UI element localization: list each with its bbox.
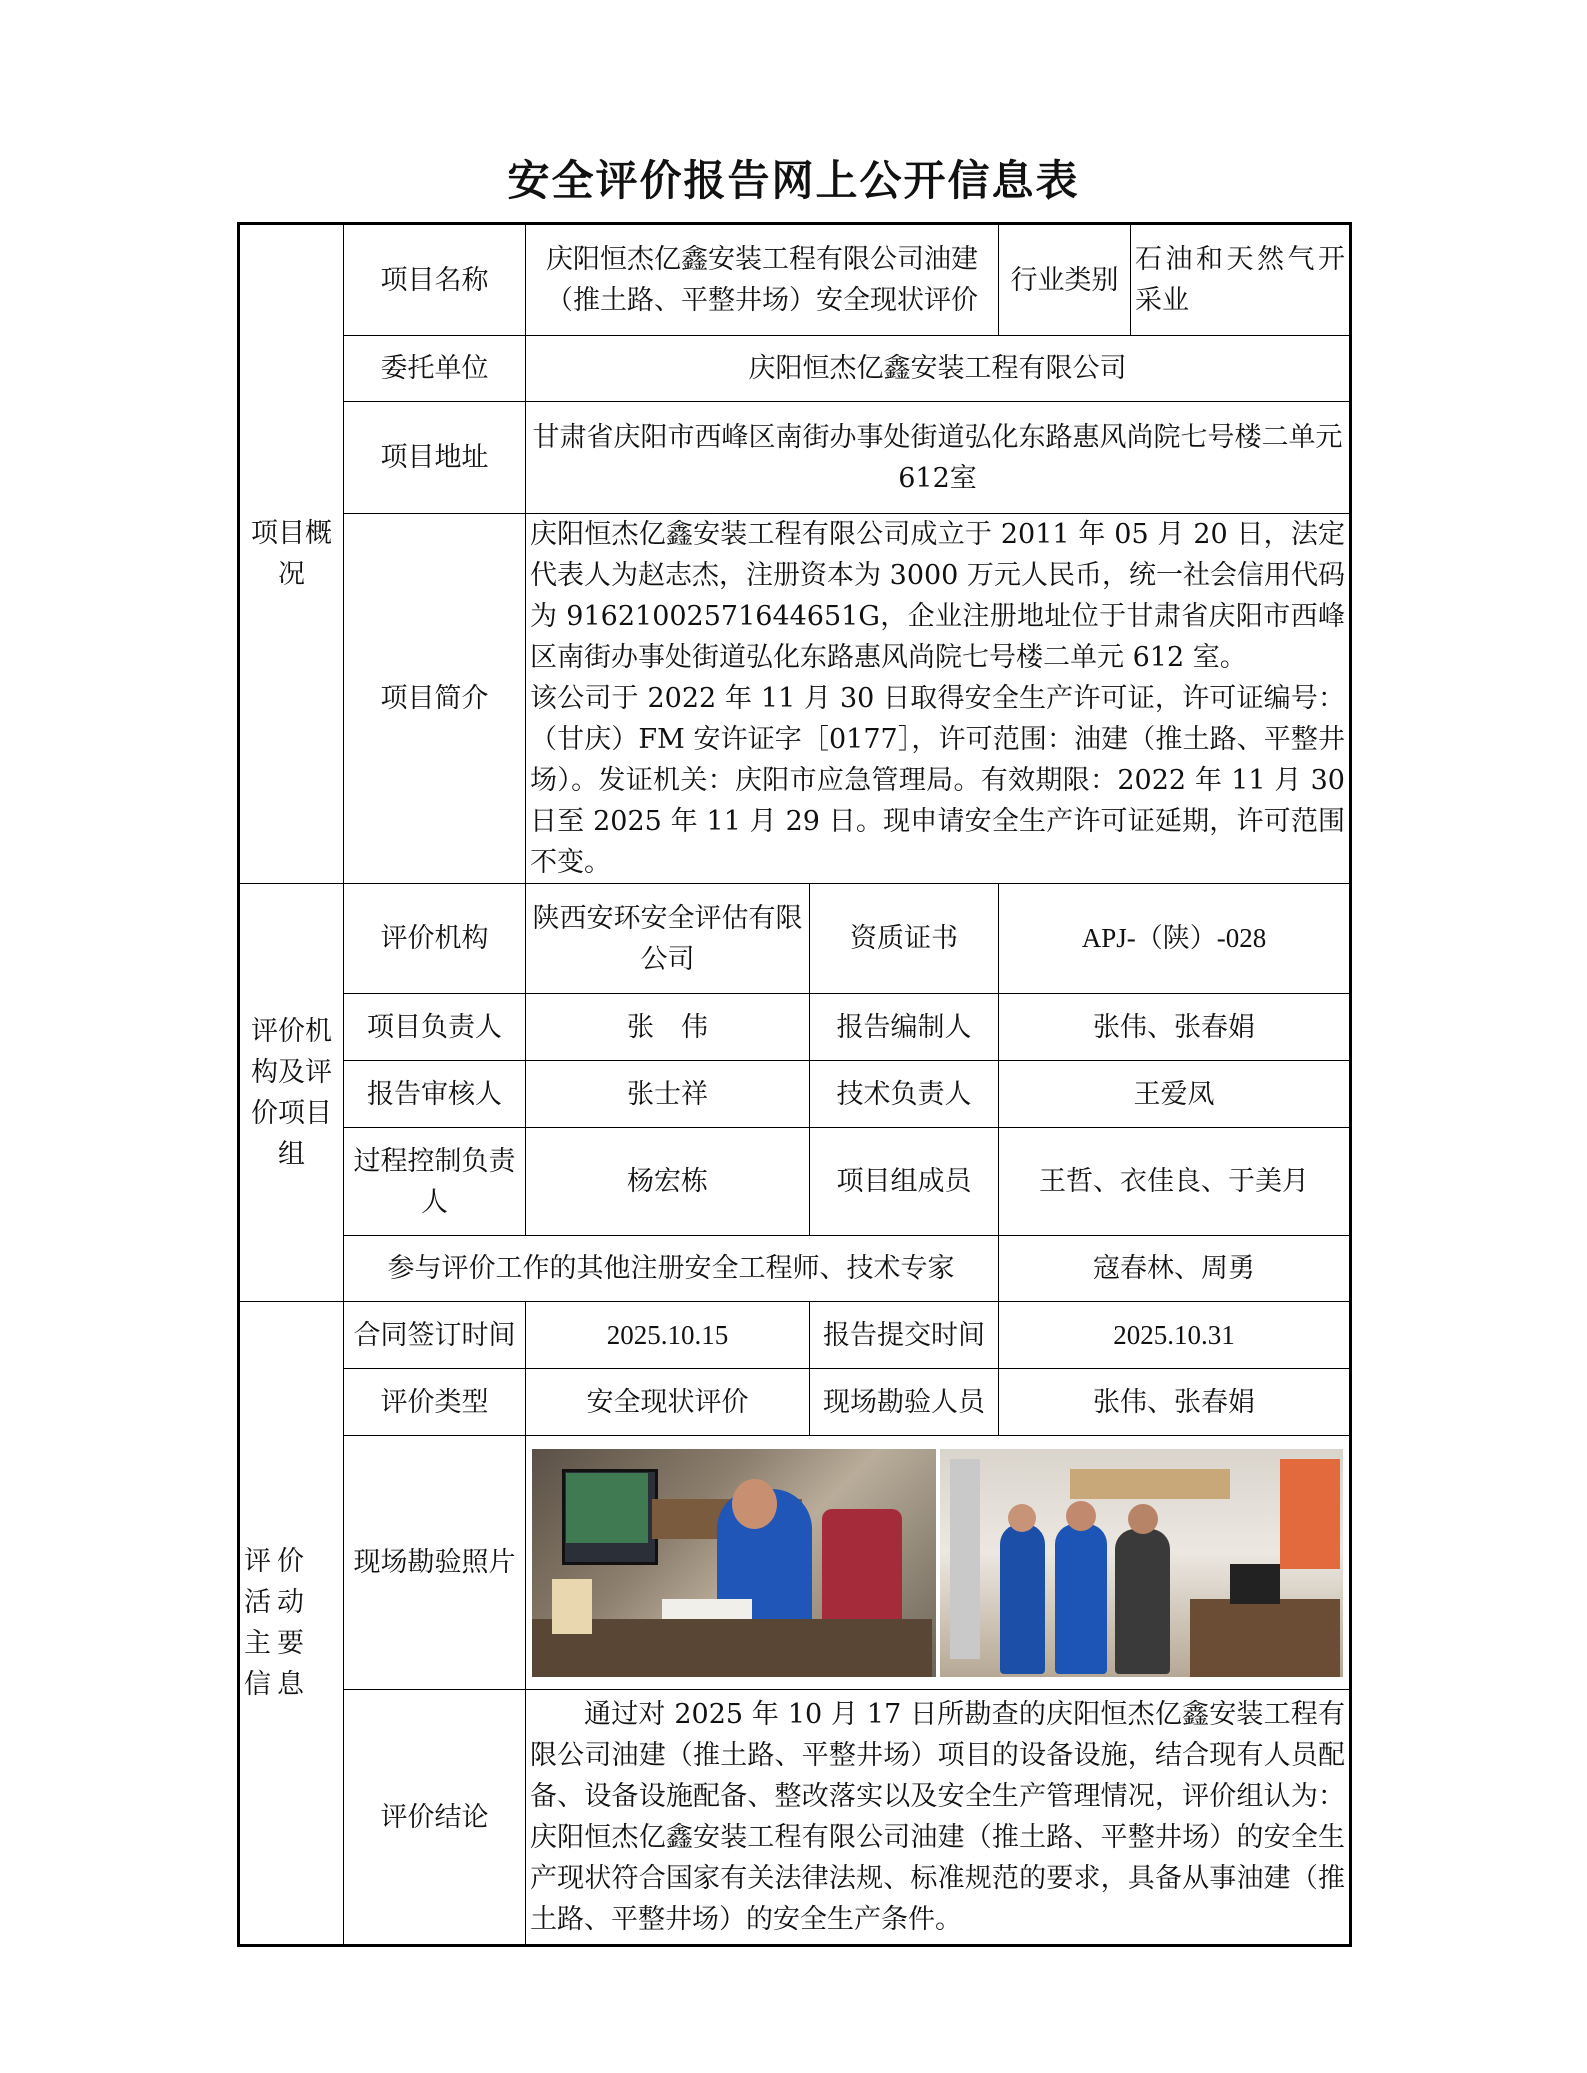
cert-label: 资质证书 xyxy=(810,884,999,994)
lead-label: 项目负责人 xyxy=(344,994,526,1061)
summary-paragraph-1: 庆阳恒杰亿鑫安装工程有限公司成立于 2011 年 05 月 20 日，法定代表人为赵志杰，注册资本为 3000 万元人民币，统一社会信用代码为 91621002571644651G，企业注册地址位于甘肃省庆阳市西峰区南街办事处街道弘化东路惠风尚院七号楼二单元 612 室。 xyxy=(530,519,1345,673)
inspectors-value: 张伟、张春娟 xyxy=(999,1369,1351,1436)
site-photo-office-desk xyxy=(532,1449,936,1677)
page-title: 安全评价报告网上公开信息表 xyxy=(507,156,1080,205)
reviewer-value: 张士祥 xyxy=(526,1061,810,1128)
summary-label: 项目简介 xyxy=(344,514,526,884)
address-value: 甘肃省庆阳市西峰区南街办事处街道弘化东路惠风尚院七号楼二单元612室 xyxy=(526,402,1351,514)
submit-label: 报告提交时间 xyxy=(810,1302,999,1369)
project-name-label: 项目名称 xyxy=(344,224,526,336)
section-activity: 评价活动主要信息 xyxy=(239,1302,344,1946)
type-label: 评价类型 xyxy=(344,1369,526,1436)
address-label: 项目地址 xyxy=(344,402,526,514)
contract-label: 合同签订时间 xyxy=(344,1302,526,1369)
type-value: 安全现状评价 xyxy=(526,1369,810,1436)
industry-value: 石油和天然气开采业 xyxy=(1131,224,1351,336)
submit-value: 2025.10.31 xyxy=(999,1302,1351,1369)
summary-paragraph-2: 该公司于 2022 年 11 月 30 日取得安全生产许可证，许可证编号：（甘庆）FM 安许证字［0177］，许可范围：油建（推土路、平整井场）。发证机关：庆阳市应急管理局。有效期限：2022 年 11 月 30 日至 2025 年 11 月 29 日。现申请安全生产许可证延期，许可范围不变。 xyxy=(530,683,1345,878)
tech-value: 王爱凤 xyxy=(999,1061,1351,1128)
others-label: 参与评价工作的其他注册安全工程师、技术专家 xyxy=(344,1236,999,1302)
agency-label: 评价机构 xyxy=(344,884,526,994)
members-value: 王哲、衣佳良、于美月 xyxy=(999,1128,1351,1236)
agency-value: 陕西安环安全评估有限公司 xyxy=(526,884,810,994)
cert-value: APJ-（陕）-028 xyxy=(999,884,1351,994)
reviewer-label: 报告审核人 xyxy=(344,1061,526,1128)
conclusion-value: 通过对 2025 年 10 月 17 日所勘查的庆阳恒杰亿鑫安装工程有限公司油建（推土路、平整井场）项目的设备设施，结合现有人员配备、设备设施配备、整改落实以及安全生产管理情况，评价组认为：庆阳恒杰亿鑫安装工程有限公司油建（推土路、平整井场）的安全生产现状符合国家有关法律法规、标准规范的要求，具备从事油建（推土路、平整井场）的安全生产条件。 xyxy=(526,1690,1351,1946)
members-label: 项目组成员 xyxy=(810,1128,999,1236)
conclusion-label: 评价结论 xyxy=(344,1690,526,1946)
industry-label: 行业类别 xyxy=(999,224,1131,336)
client-value: 庆阳恒杰亿鑫安装工程有限公司 xyxy=(526,336,1351,402)
info-table xyxy=(237,222,1352,1947)
summary-value xyxy=(526,514,1351,884)
photos-cell xyxy=(526,1436,1351,1690)
tech-label: 技术负责人 xyxy=(810,1061,999,1128)
photos-label: 现场勘验照片 xyxy=(344,1436,526,1690)
lead-value: 张 伟 xyxy=(526,994,810,1061)
others-value: 寇春林、周勇 xyxy=(999,1236,1351,1302)
writer-label: 报告编制人 xyxy=(810,994,999,1061)
site-photo-staff-group xyxy=(940,1449,1344,1677)
writer-value: 张伟、张春娟 xyxy=(999,994,1351,1061)
contract-value: 2025.10.15 xyxy=(526,1302,810,1369)
inspectors-label: 现场勘验人员 xyxy=(810,1369,999,1436)
project-name-value: 庆阳恒杰亿鑫安装工程有限公司油建（推土路、平整井场）安全现状评价 xyxy=(526,224,999,336)
process-value: 杨宏栋 xyxy=(526,1128,810,1236)
section-overview: 项目概况 xyxy=(239,224,344,884)
section-org: 评价机构及评价项目组 xyxy=(239,884,344,1302)
client-label: 委托单位 xyxy=(344,336,526,402)
process-label: 过程控制负责人 xyxy=(344,1128,526,1236)
